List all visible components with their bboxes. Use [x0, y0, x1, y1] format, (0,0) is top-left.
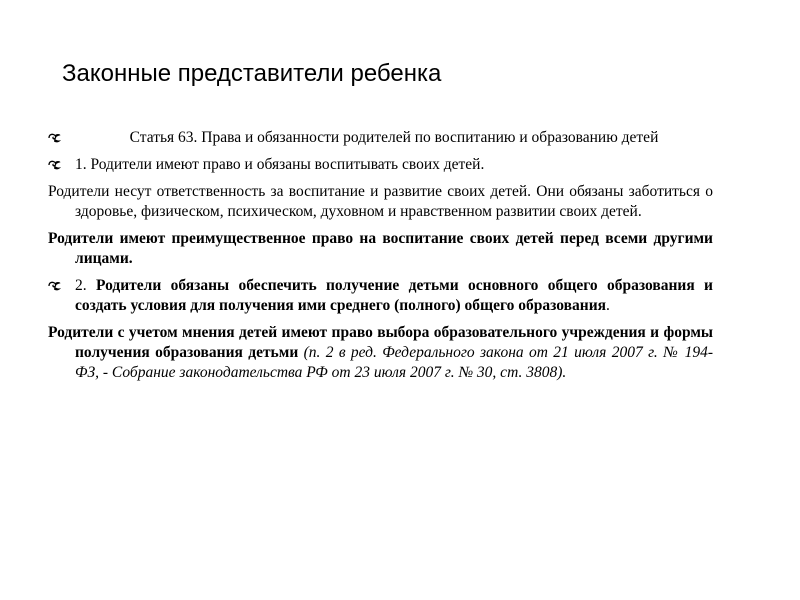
article-heading-text: Статья 63. Права и обязанности родителей по воспитанию и образованию детей: [129, 129, 659, 146]
responsibility-text: Родители несут ответственность за воспитание и развитие своих детей. Они обязаны заботиться о здоровье, физическом, психическом, духовном и нравственном развитии своих детей.: [48, 183, 713, 220]
article-heading-item: [48, 128, 713, 148]
slide-content: [48, 128, 713, 390]
fleuron-bullet-icon: [48, 276, 68, 296]
education-duty-number: 2.: [75, 277, 96, 294]
education-duty-item: [48, 276, 713, 316]
school-choice-text: Родители с учетом мнения детей имеют право выбора образовательного учреждения и формы получения образования детьми: [48, 324, 713, 361]
fleuron-bullet-icon: [48, 128, 68, 148]
priority-right-text: Родители имеют преимущественное право на воспитание своих детей перед всеми другими лицами.: [48, 230, 713, 267]
fleuron-bullet-icon: [48, 155, 68, 175]
education-duty-end: .: [606, 297, 610, 314]
right-duty-item: [48, 155, 713, 175]
law-reference-text: (п. 2 в ред. Федерального закона от 21 июля 2007 г. № 194-ФЗ, - Собрание законодательства РФ от 23 июля 2007 г. № 30, ст. 3808).: [75, 344, 713, 381]
priority-right-paragraph: [48, 229, 713, 269]
education-duty-text: Родители обязаны обеспечить получение детьми основного общего образования и создать условия для получения ими среднего (полного) общего образования: [75, 277, 713, 314]
responsibility-paragraph: [48, 182, 713, 222]
slide-title: Законные представители ребенка: [62, 60, 442, 87]
school-choice-paragraph: [48, 323, 713, 383]
right-duty-text: 1. Родители имеют право и обязаны воспитывать своих детей.: [75, 156, 485, 173]
